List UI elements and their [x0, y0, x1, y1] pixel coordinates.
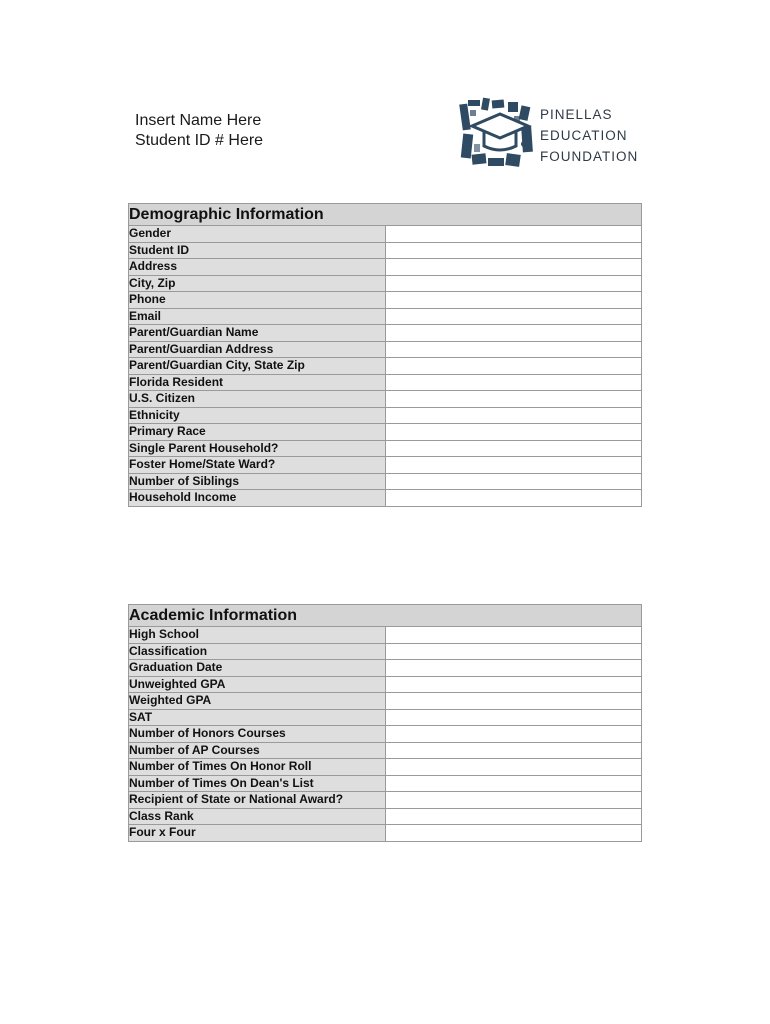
form-row — [129, 424, 642, 441]
field-value-class-rank[interactable] — [385, 808, 642, 825]
field-label-number-of-times-on-dean-s-list: Number of Times On Dean's List — [129, 775, 386, 792]
student-header — [135, 111, 263, 151]
field-label-unweighted-gpa: Unweighted GPA — [129, 676, 386, 693]
field-value-four-x-four[interactable] — [385, 825, 642, 842]
form-row — [129, 792, 642, 809]
field-value-household-income[interactable] — [385, 490, 642, 507]
field-label-household-income: Household Income — [129, 490, 386, 507]
field-label-address: Address — [129, 259, 386, 276]
field-value-number-of-times-on-dean-s-list[interactable] — [385, 775, 642, 792]
form-row — [129, 726, 642, 743]
field-value-phone[interactable] — [385, 292, 642, 309]
form-row — [129, 391, 642, 408]
form-row — [129, 308, 642, 325]
form-row — [129, 226, 642, 243]
field-label-ethnicity: Ethnicity — [129, 407, 386, 424]
field-label-number-of-ap-courses: Number of AP Courses — [129, 742, 386, 759]
field-value-parent-guardian-name[interactable] — [385, 325, 642, 342]
field-label-primary-race: Primary Race — [129, 424, 386, 441]
field-label-class-rank: Class Rank — [129, 808, 386, 825]
form-row — [129, 742, 642, 759]
form-row — [129, 407, 642, 424]
field-label-phone: Phone — [129, 292, 386, 309]
field-value-ethnicity[interactable] — [385, 407, 642, 424]
student-name: Insert Name Here — [135, 112, 262, 129]
field-label-weighted-gpa: Weighted GPA — [129, 693, 386, 710]
demographic-information-table — [128, 203, 642, 507]
field-value-email[interactable] — [385, 308, 642, 325]
field-label-parent-guardian-name: Parent/Guardian Name — [129, 325, 386, 342]
form-row — [129, 775, 642, 792]
student-id: Student ID # Here — [135, 132, 264, 149]
form-row — [129, 643, 642, 660]
field-value-sat[interactable] — [385, 709, 642, 726]
field-value-number-of-ap-courses[interactable] — [385, 742, 642, 759]
field-value-weighted-gpa[interactable] — [385, 693, 642, 710]
field-value-single-parent-household[interactable] — [385, 440, 642, 457]
form-row — [129, 374, 642, 391]
form-row — [129, 709, 642, 726]
field-value-classification[interactable] — [385, 643, 642, 660]
form-row — [129, 242, 642, 259]
academic-information-table — [128, 604, 642, 842]
form-row — [129, 325, 642, 342]
form-row — [129, 275, 642, 292]
logo-line-2: EDUCATION — [540, 128, 628, 143]
form-row — [129, 693, 642, 710]
form-row — [129, 627, 642, 644]
field-value-graduation-date[interactable] — [385, 660, 642, 677]
field-value-number-of-times-on-honor-roll[interactable] — [385, 759, 642, 776]
field-value-parent-guardian-city-state-zip[interactable] — [385, 358, 642, 375]
field-label-recipient-of-state-or-national-award: Recipient of State or National Award? — [129, 792, 386, 809]
form-row — [129, 358, 642, 375]
field-value-city-zip[interactable] — [385, 275, 642, 292]
field-label-single-parent-household: Single Parent Household? — [129, 440, 386, 457]
field-label-email: Email — [129, 308, 386, 325]
field-label-number-of-siblings: Number of Siblings — [129, 473, 386, 490]
form-row — [129, 292, 642, 309]
field-value-number-of-siblings[interactable] — [385, 473, 642, 490]
field-label-parent-guardian-city-state-zip: Parent/Guardian City, State Zip — [129, 358, 386, 375]
form-row — [129, 490, 642, 507]
field-label-number-of-honors-courses: Number of Honors Courses — [129, 726, 386, 743]
form-row — [129, 808, 642, 825]
field-value-foster-home-state-ward[interactable] — [385, 457, 642, 474]
foundation-logo — [458, 96, 648, 174]
form-row — [129, 676, 642, 693]
field-value-address[interactable] — [385, 259, 642, 276]
field-label-florida-resident: Florida Resident — [129, 374, 386, 391]
field-value-parent-guardian-address[interactable] — [385, 341, 642, 358]
form-row — [129, 825, 642, 842]
field-label-city-zip: City, Zip — [129, 275, 386, 292]
field-value-gender[interactable] — [385, 226, 642, 243]
logo-line-3: FOUNDATION — [540, 149, 639, 164]
form-row — [129, 457, 642, 474]
field-label-gender: Gender — [129, 226, 386, 243]
section-title: Academic Information — [129, 605, 642, 627]
field-label-parent-guardian-address: Parent/Guardian Address — [129, 341, 386, 358]
form-row — [129, 660, 642, 677]
field-value-primary-race[interactable] — [385, 424, 642, 441]
section-header-row — [129, 204, 642, 226]
field-label-high-school: High School — [129, 627, 386, 644]
field-label-sat: SAT — [129, 709, 386, 726]
form-row — [129, 259, 642, 276]
graduation-cap-icon — [458, 96, 540, 174]
field-value-high-school[interactable] — [385, 627, 642, 644]
field-value-number-of-honors-courses[interactable] — [385, 726, 642, 743]
field-label-four-x-four: Four x Four — [129, 825, 386, 842]
field-value-florida-resident[interactable] — [385, 374, 642, 391]
field-label-foster-home-state-ward: Foster Home/State Ward? — [129, 457, 386, 474]
field-label-student-id: Student ID — [129, 242, 386, 259]
logo-text — [540, 104, 638, 167]
field-label-u-s-citizen: U.S. Citizen — [129, 391, 386, 408]
logo-line-1: PINELLAS — [540, 107, 613, 122]
field-label-classification: Classification — [129, 643, 386, 660]
form-row — [129, 341, 642, 358]
form-row — [129, 759, 642, 776]
field-value-recipient-of-state-or-national-award[interactable] — [385, 792, 642, 809]
section-header-row — [129, 605, 642, 627]
field-label-graduation-date: Graduation Date — [129, 660, 386, 677]
form-row — [129, 473, 642, 490]
field-label-number-of-times-on-honor-roll: Number of Times On Honor Roll — [129, 759, 386, 776]
section-title: Demographic Information — [129, 204, 642, 226]
field-value-unweighted-gpa[interactable] — [385, 676, 642, 693]
form-row — [129, 440, 642, 457]
field-value-student-id[interactable] — [385, 242, 642, 259]
field-value-u-s-citizen[interactable] — [385, 391, 642, 408]
